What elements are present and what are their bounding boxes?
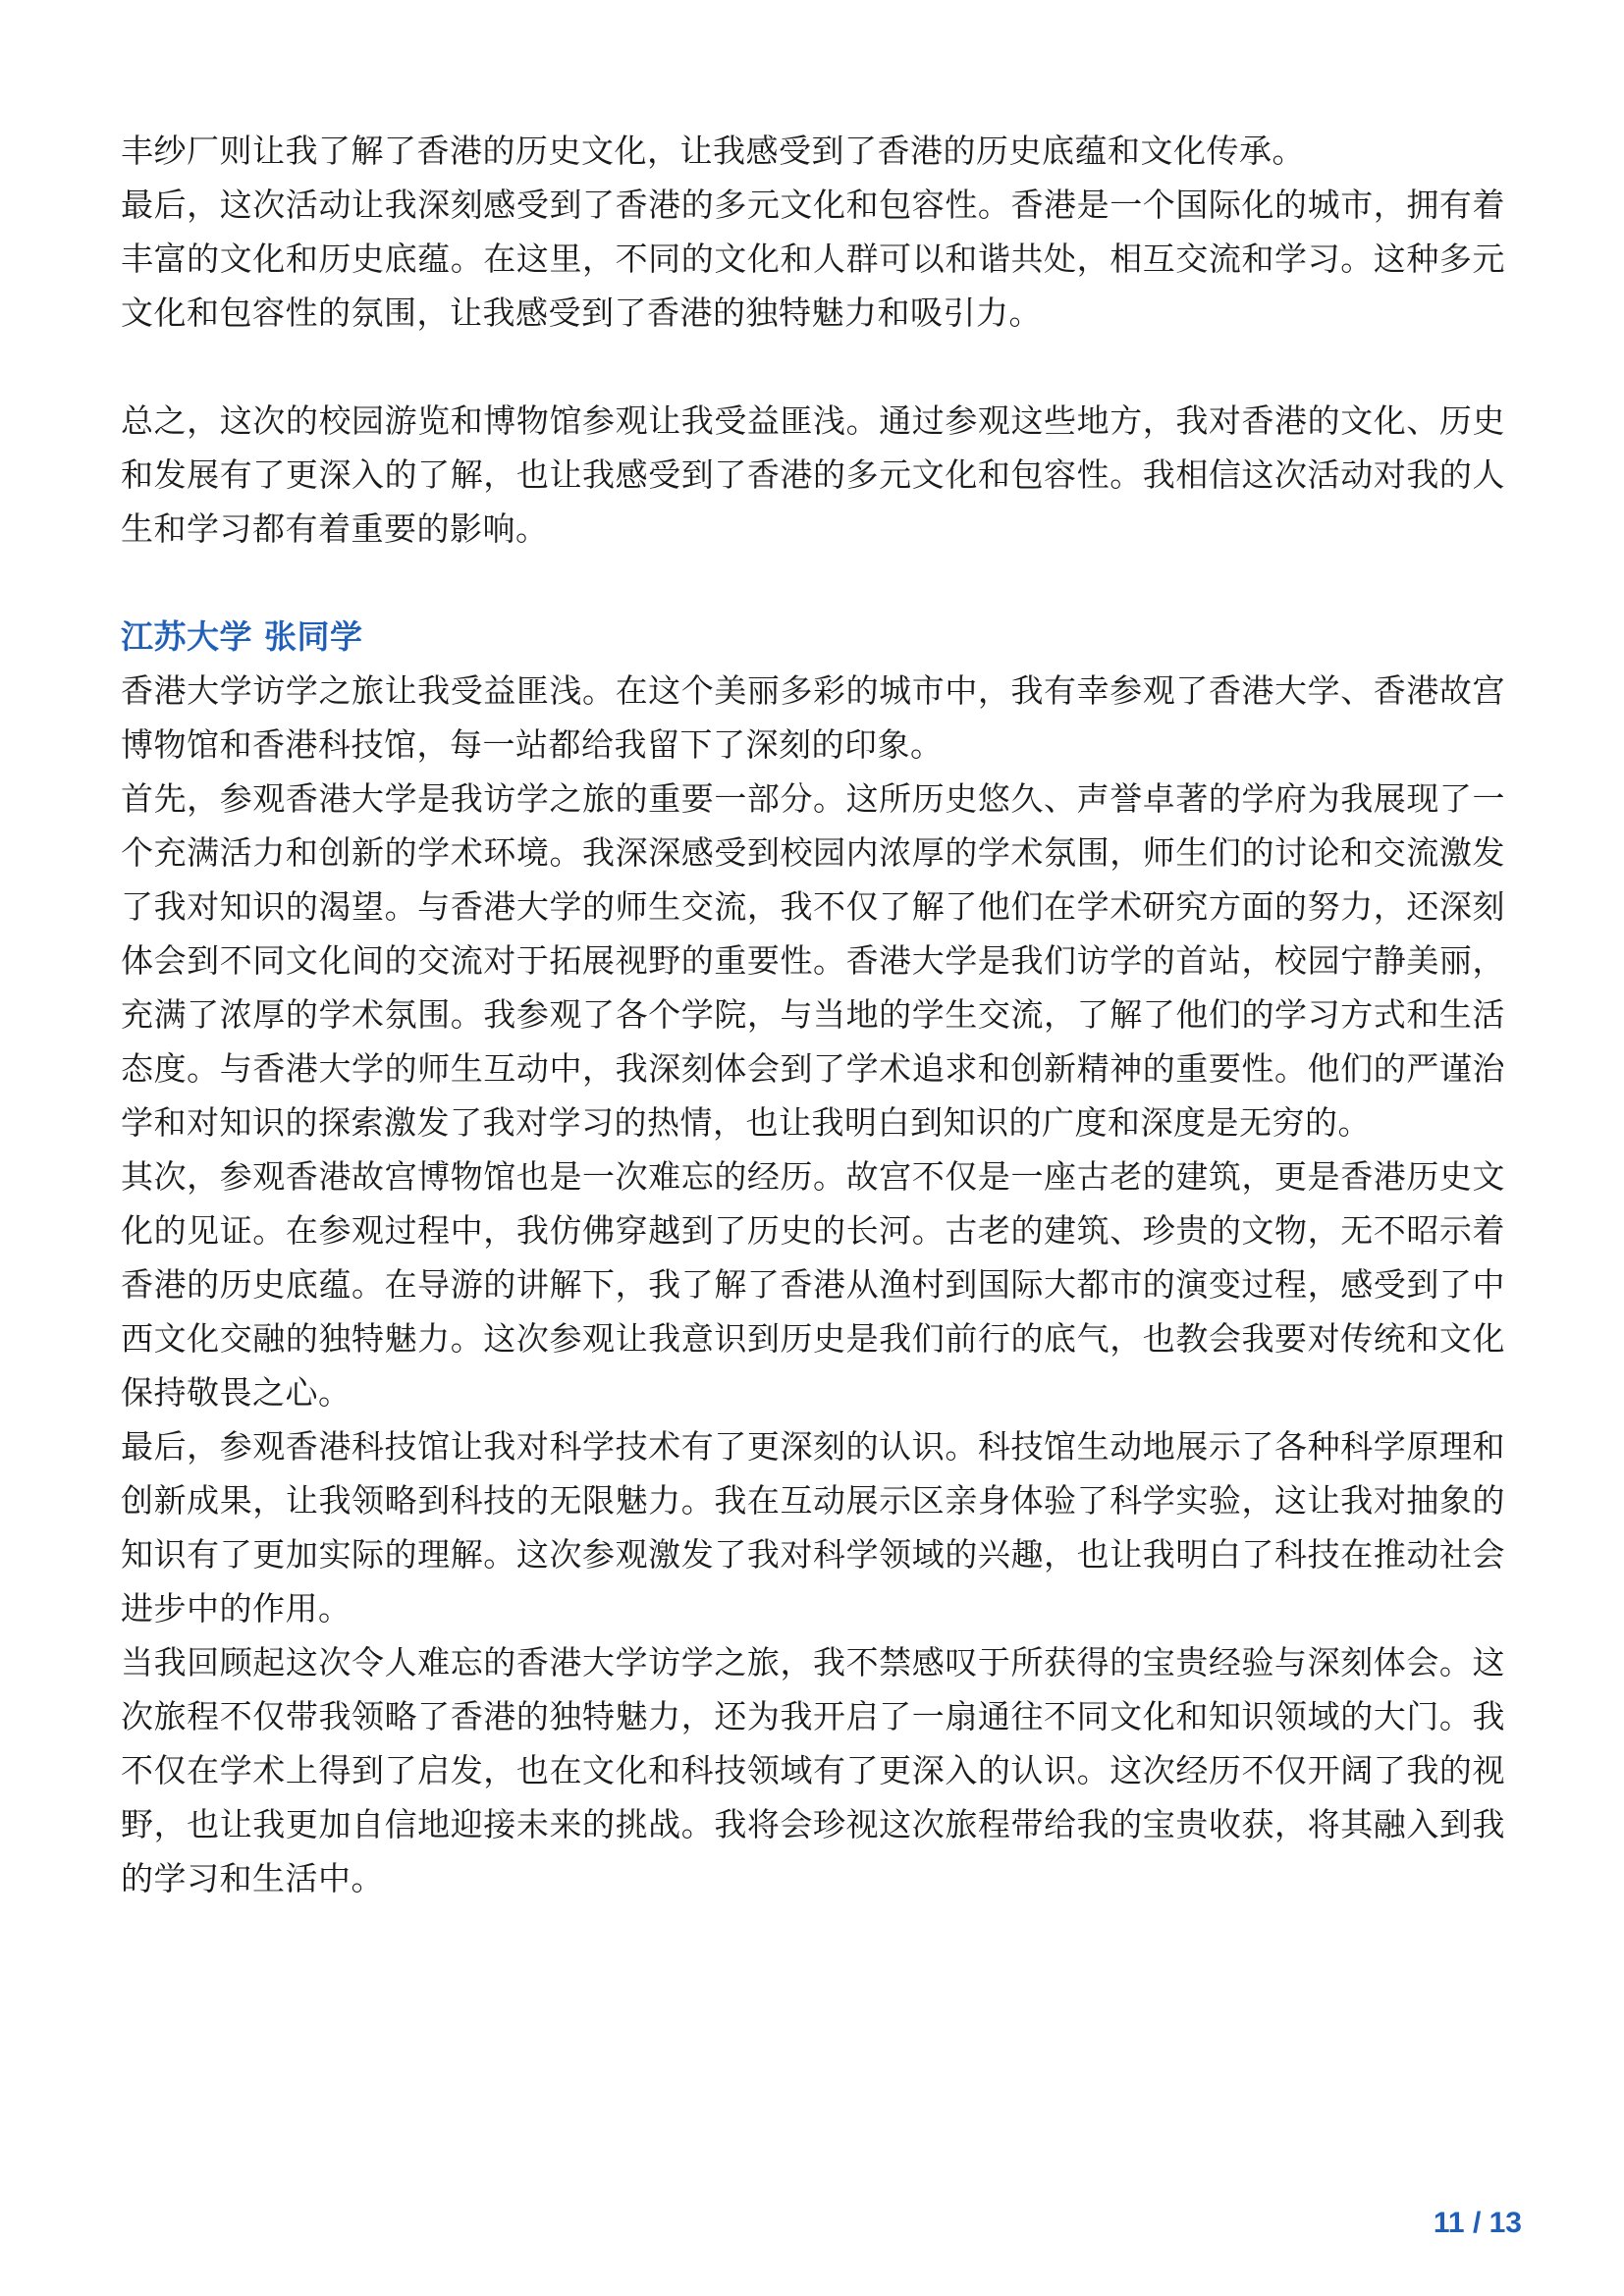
section-spacer bbox=[121, 556, 1505, 610]
section-heading: 江苏大学 张同学 bbox=[121, 617, 363, 656]
section-paragraph: 当我回顾起这次令人难忘的香港大学访学之旅，我不禁感叹于所获得的宝贵经验与深刻体会。这次旅程不仅带我领略了香港的独特魅力，还为我开启了一扇通往不同文化和知识领域的大门。我不仅在学术上得到了启发，也在文化和科技领域有了更深入的认识。这次经历不仅开阔了我的视野，也让我更加自信地迎接未来的挑战。我将会珍视这次旅程带给我的宝贵收获，将其融入到我的学习和生活中。 bbox=[121, 1643, 1505, 1897]
body-paragraph: 最后，这次活动让我深刻感受到了香港的多元文化和包容性。香港是一个国际化的城市，拥有着丰富的文化和历史底蕴。在这里，不同的文化和人群可以和谐共处，相互交流和学习。这种多元文化和包容性的氛围，让我感受到了香港的独特魅力和吸引力。 bbox=[121, 186, 1505, 332]
body-paragraph: 丰纱厂则让我了解了香港的历史文化，让我感受到了香港的历史底蕴和文化传承。 bbox=[121, 132, 1305, 170]
summary-paragraph: 总之，这次的校园游览和博物馆参观让我受益匪浅。通过参观这些地方，我对香港的文化、历史和发展有了更深入的了解，也让我感受到了香港的多元文化和包容性。我相信这次活动对我的人生和学习都有着重要的影响。 bbox=[121, 401, 1505, 548]
section-paragraph: 最后，参观香港科技馆让我对科学技术有了更深刻的认识。科技馆生动地展示了各种科学原理和创新成果，让我领略到科技的无限魅力。我在互动展示区亲身体验了科学实验，这让我对抽象的知识有了更加实际的理解。这次参观激发了我对科学领域的兴趣，也让我明白了科技在推动社会进步中的作用。 bbox=[121, 1427, 1505, 1628]
section-paragraph: 其次，参观香港故宫博物馆也是一次难忘的经历。故宫不仅是一座古老的建筑，更是香港历史文化的见证。在参观过程中，我仿佛穿越到了历史的长河。古老的建筑、珍贵的文物，无不昭示着香港的历史底蕴。在导游的讲解下，我了解了香港从渔村到国际大都市的演变过程，感受到了中西文化交融的独特魅力。这次参观让我意识到历史是我们前行的底气，也教会我要对传统和文化保持敬畏之心。 bbox=[121, 1157, 1505, 1412]
paragraph-spacer bbox=[121, 340, 1505, 394]
page-number: 11 / 13 bbox=[1433, 2207, 1522, 2239]
document-page bbox=[121, 124, 1505, 1905]
section-paragraph: 香港大学访学之旅让我受益匪浅。在这个美丽多彩的城市中，我有幸参观了香港大学、香港故宫博物馆和香港科技馆，每一站都给我留下了深刻的印象。 bbox=[121, 671, 1505, 764]
section-paragraph: 首先，参观香港大学是我访学之旅的重要一部分。这所历史悠久、声誉卓著的学府为我展现了一个充满活力和创新的学术环境。我深深感受到校园内浓厚的学术氛围，师生们的讨论和交流激发了我对知识的渴望。与香港大学的师生交流，我不仅了解了他们在学术研究方面的努力，还深刻体会到不同文化间的交流对于拓展视野的重要性。香港大学是我们访学的首站，校园宁静美丽，充满了浓厚的学术氛围。我参观了各个学院，与当地的学生交流，了解了他们的学习方式和生活态度。与香港大学的师生互动中，我深刻体会到了学术追求和创新精神的重要性。他们的严谨治学和对知识的探索激发了我对学习的热情，也让我明白到知识的广度和深度是无穷的。 bbox=[121, 779, 1505, 1142]
